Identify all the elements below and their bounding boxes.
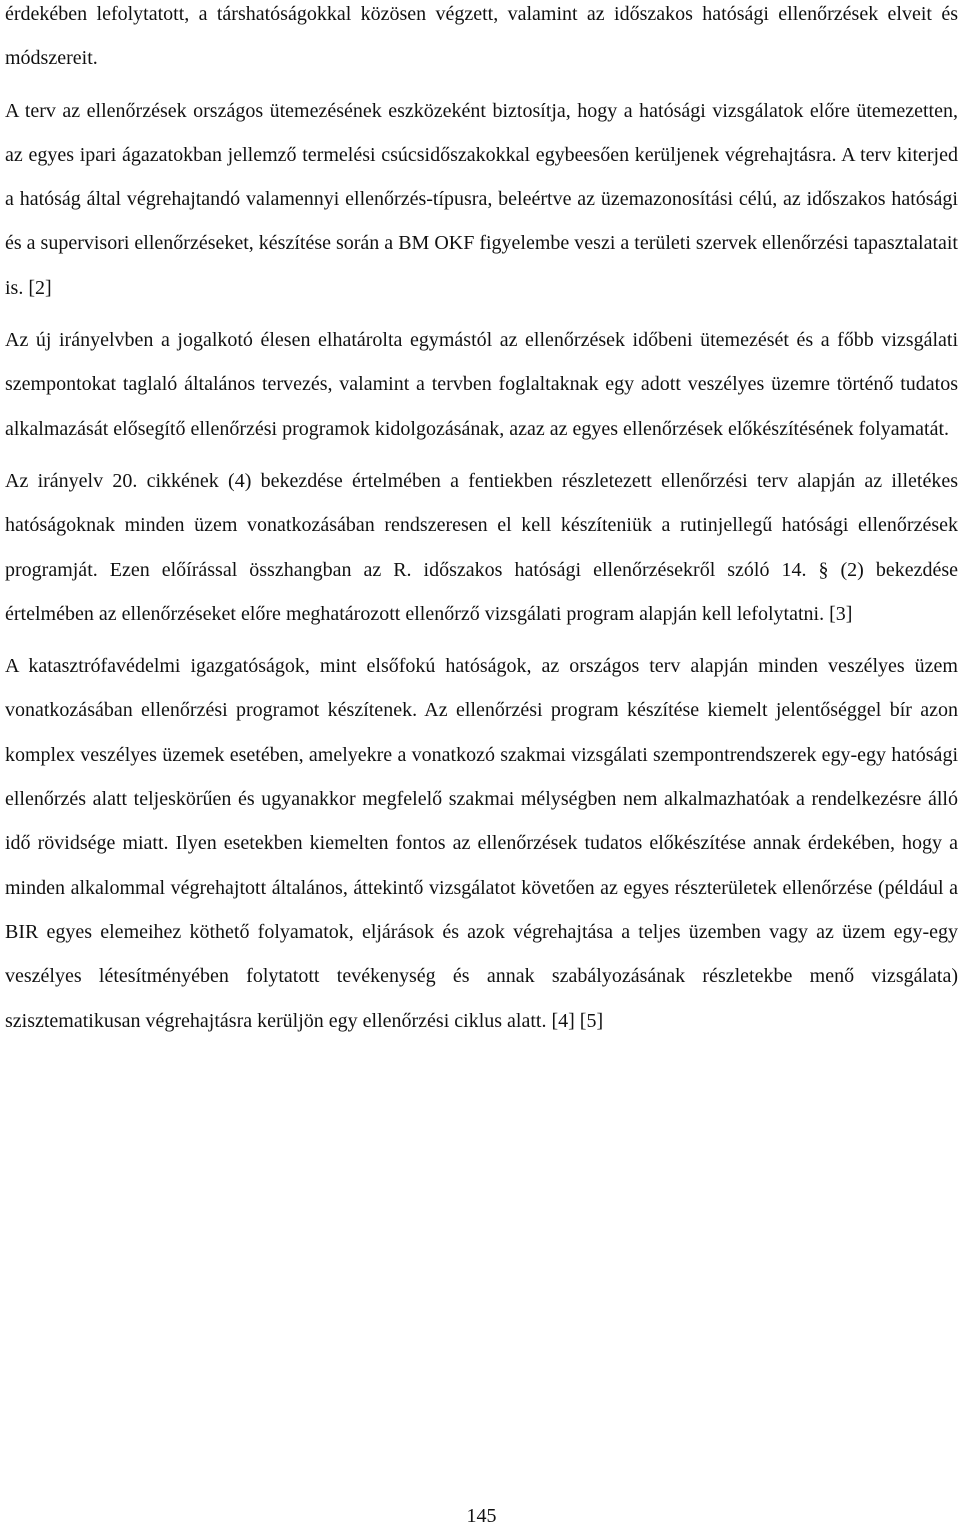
paragraph-inspection-plan: A terv az ellenőrzések országos ütemezésének eszközeként biztosítja, hogy a hatósági vizsgálatok előre ütemezetten, az egyes ipari ágazatokban jellemző termelési csúcsidőszakokkal egybeesően kerüljenek végrehajtásra. A terv kiterjed a hatóság által végrehajtandó valamennyi ellenőrzés-típusra, beleértve az üzemazonosítási célú, az időszakos hatósági és a supervisori ellenőrzéseket, készítése során a BM OKF figyelembe veszi a területi szervek ellenőrzési tapasztalatait is. [2] xyxy=(5,99,958,299)
document-page xyxy=(5,0,958,1531)
paragraph-disaster-management-directorates: A katasztrófavédelmi igazgatóságok, mint elsőfokú hatóságok, az országos terv alapján minden veszélyes üzem vonatkozásában ellenőrzési programot készítenek. Az ellenőrzési program készítése kiemelt jelentőséggel bír azon komplex veszélyes üzemek esetében, amelyekre a vonatkozó szakmai vizsgálati szempontrendszerek egy-egy hatósági ellenőrzés alatt teljeskörűen és ugyanakkor megfelelő szakmai mélységben nem alkalmazhatóak a rendelkezésre álló idő rövidsége miatt. Ilyen esetekben kiemelten fontos az ellenőrzések tudatos előkészítése annak érdekében, hogy a minden alkalommal végrehajtott általános, áttekintő vizsgálatot követően az egyes részterületek ellenőrzése (például a BIR egyes elemeihez köthető folyamatok, eljárások és azok végrehajtása a teljes üzemben vagy az üzem egy-egy veszélyes létesítményében folytatott tevékenység és annak szabályozásának részletekbe menő vizsgálata) szisztematikusan végrehajtásra kerüljön egy ellenőrzési ciklus alatt. [4] [5] xyxy=(5,655,958,1032)
paragraph-new-directive: Az új irányelvben a jogalkotó élesen elhatárolta egymástól az ellenőrzések időbeni ütemezését és a főbb vizsgálati szempontokat taglaló általános tervezés, valamint a tervben foglaltaknak egy adott veszélyes üzemre történő tudatos alkalmazását elősegítő ellenőrzési programok kidolgozásának, azaz az egyes ellenőrzések előkészítésének folyamatát. xyxy=(5,329,958,440)
body-text xyxy=(5,0,958,1043)
page-number: 145 xyxy=(466,1505,497,1527)
paragraph-continuation: érdekében lefolytatott, a társhatóságokkal közösen végzett, valamint az időszakos hatósági ellenőrzések elveit és módszereit. xyxy=(5,3,958,70)
paragraph-directive-article-20: Az irányelv 20. cikkének (4) bekezdése értelmében a fentiekben részletezett ellenőrzési terv alapján az illetékes hatóságoknak minden üzem vonatkozásában rendszeresen el kell készíteniük a rutinjellegű hatósági ellenőrzések programját. Ezen előírással összhangban az R. időszakos hatósági ellenőrzésekről szóló 14. § (2) bekezdése értelmében az ellenőrzéseket előre meghatározott ellenőrző vizsgálati program alapján kell lefolytatni. [3] xyxy=(5,469,958,625)
